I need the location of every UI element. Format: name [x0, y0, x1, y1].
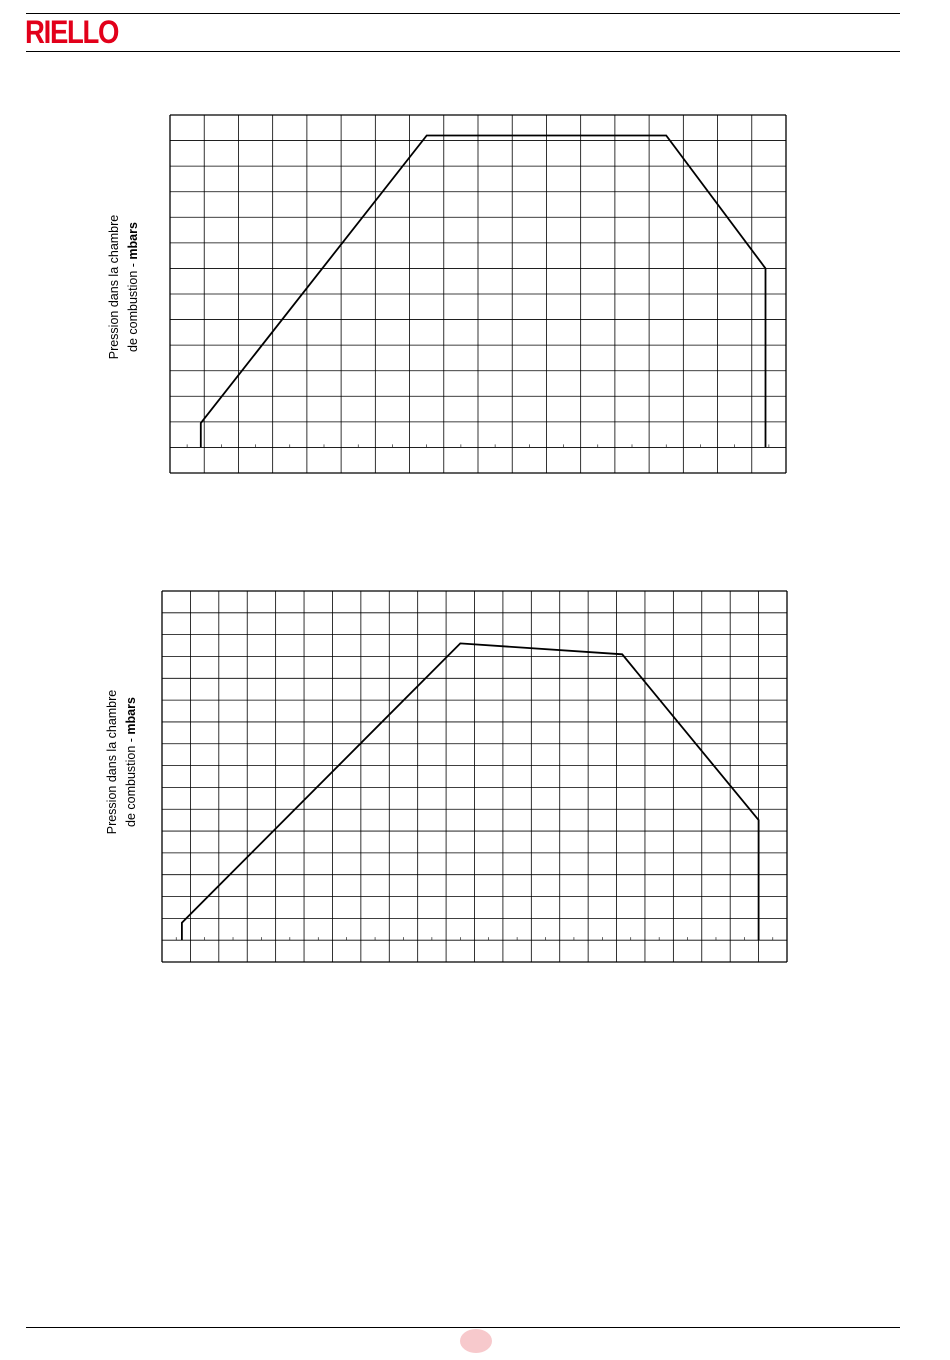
- brand-logo: RIELLO: [25, 14, 119, 50]
- chart-2-ylabel-line2: de combustion -: [124, 734, 138, 827]
- chart-1-ylabel-line1: Pression dans la chambre: [107, 214, 121, 360]
- header-top-rule: [26, 13, 900, 14]
- footer-rule: [26, 1327, 900, 1328]
- series-line-1: [201, 136, 766, 448]
- chart-1-ylabel-line2: de combustion -: [126, 259, 140, 352]
- chart-2-ylabel: [103, 682, 141, 842]
- chart-1-ylabel: [105, 207, 143, 367]
- chart-1-ylabel-unit: mbars: [126, 222, 140, 260]
- page-number-badge: [460, 1329, 492, 1353]
- chart-2-ylabel-line1: Pression dans la chambre: [105, 689, 119, 835]
- chart-2-ylabel-unit: mbars: [124, 697, 138, 735]
- header-bottom-rule: [26, 51, 900, 52]
- series-line-1: [182, 643, 759, 940]
